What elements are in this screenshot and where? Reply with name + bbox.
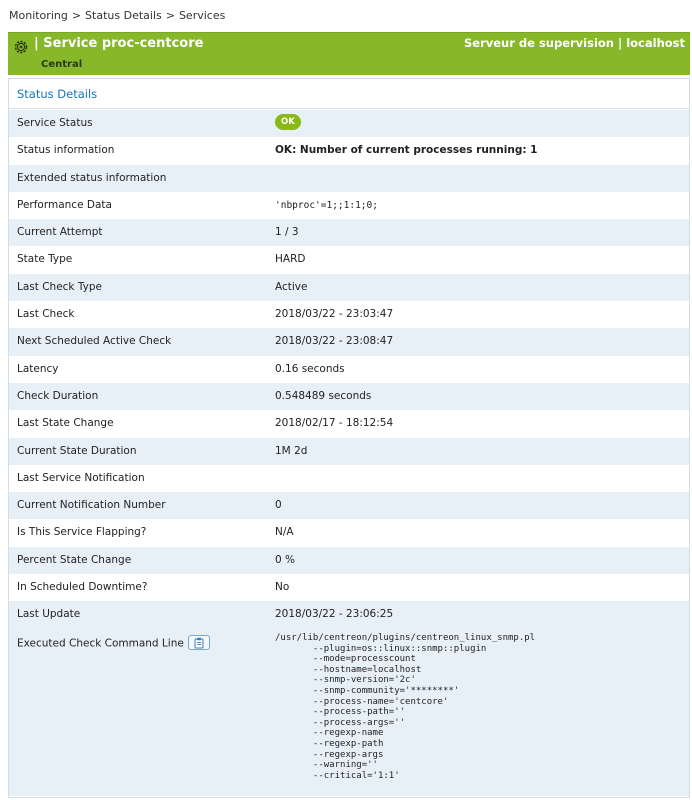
command-line-row [9,628,689,796]
row-label: Current Notification Number [17,499,166,512]
row-label: Performance Data [17,198,112,211]
row-value: 2018/03/22 - 23:08:47 [275,335,394,348]
breadcrumb-monitoring[interactable]: Monitoring [9,9,68,22]
command-line: --hostname=localhost [275,664,422,675]
row-value: 2018/02/17 - 18:12:54 [275,417,394,430]
command-line: --plugin=os::linux::snmp::plugin [275,643,487,654]
row-label: Last Update [17,608,81,621]
row-value: No [275,581,290,594]
command-line: --mode=processcount [275,654,416,665]
row-label: Next Scheduled Active Check [17,335,172,348]
breadcrumb [9,9,225,22]
row-value: 1M 2d [275,444,308,457]
breadcrumb-services[interactable]: Services [178,9,226,22]
host-name: Central [41,59,83,70]
status-details-panel [8,78,690,798]
table-row [9,383,689,410]
row-value: Active [275,280,308,293]
table-row [9,465,689,492]
details-table [9,110,689,629]
row-label: Last Check [17,308,75,321]
table-row [9,165,689,192]
row-label: Last Check Type [17,280,102,293]
command-label: Executed Check Command Line [17,636,210,651]
table-row [9,246,689,273]
row-value: 0 % [275,553,295,566]
command-line: --warning='' [275,760,378,771]
table-row [9,328,689,355]
row-label: Current State Duration [17,444,137,457]
row-label: State Type [17,253,73,266]
table-row [9,519,689,546]
status-badge: OK [275,114,301,130]
row-label: Latency [17,362,59,375]
row-label: Current Attempt [17,226,103,239]
gear-icon[interactable] [12,38,30,56]
row-value: 0.16 seconds [275,362,345,375]
breadcrumb-separator: > [71,9,82,22]
table-row [9,438,689,465]
service-header [8,32,690,75]
command-line: /usr/lib/centreon/plugins/centreon_linux_snmp.pl [275,633,536,643]
table-row [9,410,689,437]
row-value: HARD [275,253,306,266]
row-label: Extended status information [17,171,167,184]
poller-name: Serveur de supervision | localhost [464,36,685,50]
table-row [9,574,689,601]
table-row [9,601,689,628]
breadcrumb-separator: > [165,9,175,22]
row-value: OK: Number of current processes running: 1 [275,144,538,157]
table-row [9,492,689,519]
service-title: | Service proc-centcore [34,36,204,51]
command-line: --process-path='' [275,707,406,718]
row-label: Percent State Change [17,553,132,566]
clipboard-icon[interactable] [188,635,210,650]
command-line: --critical='1:1' [275,770,400,781]
row-value [275,110,301,137]
command-line-text [275,633,535,781]
command-line: --snmp-community='********' [275,685,460,696]
row-value: 2018/03/22 - 23:06:25 [275,608,394,621]
row-value: 0.548489 seconds [275,389,372,402]
row-value: N/A [275,526,294,539]
table-row [9,301,689,328]
row-label: In Scheduled Downtime? [17,581,148,594]
table-row [9,137,689,164]
row-value: 1 / 3 [275,226,299,239]
row-label: Last Service Notification [17,471,145,484]
table-row [9,219,689,246]
row-value: 2018/03/22 - 23:03:47 [275,308,394,321]
command-line: --regexp-path [275,738,384,749]
table-row [9,110,689,137]
row-label: Last State Change [17,417,114,430]
row-value: 0 [275,499,282,512]
breadcrumb-status-details[interactable]: Status Details [85,9,162,22]
row-label: Check Duration [17,389,99,402]
command-line: --process-name='centcore' [275,696,449,707]
table-row [9,547,689,574]
table-row [9,356,689,383]
row-label: Service Status [17,117,93,129]
command-line: --regexp-name [275,728,384,739]
command-line: --snmp-version='2c' [275,675,416,686]
row-label: Status information [17,144,115,157]
table-row [9,192,689,219]
command-line: --process-args='' [275,717,406,728]
row-value: 'nbproc'=1;;1:1;0; [275,199,378,211]
panel-title: Status Details [9,79,689,109]
table-row [9,274,689,301]
command-line: --regexp-args [275,749,384,760]
row-label: Is This Service Flapping? [17,526,147,539]
